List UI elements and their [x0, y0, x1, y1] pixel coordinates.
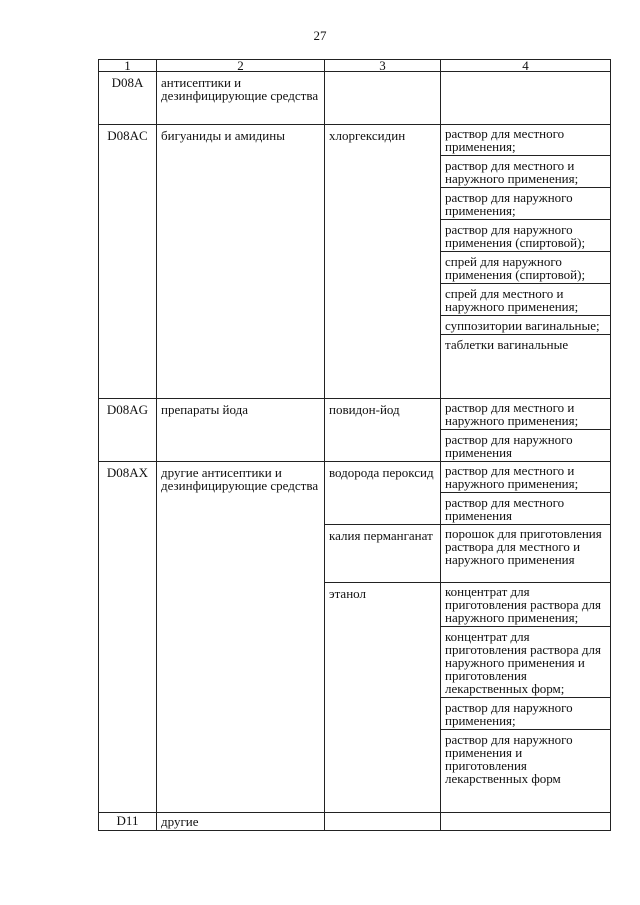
dosage-form-item: концентрат для приготовления раствора для наружного применения и приготовления лекарственных форм;	[441, 626, 610, 697]
table-row	[99, 72, 611, 125]
dosage-forms	[441, 583, 611, 813]
atc-code: D08A	[99, 72, 157, 125]
atc-group: препараты йода	[157, 399, 325, 462]
header-cell-3: 3	[325, 60, 441, 72]
substance: водорода пероксид	[325, 462, 441, 525]
dosage-form-item: спрей для местного и наружного применения;	[441, 283, 610, 315]
atc-group: бигуаниды и амидины	[157, 125, 325, 399]
dosage-form-item: таблетки вагинальные	[441, 334, 610, 353]
substance: калия перманганат	[325, 525, 441, 583]
dosage-forms	[441, 72, 611, 125]
dosage-forms	[441, 399, 611, 462]
dosage-form-item: спрей для наружного применения (спиртовой);	[441, 251, 610, 283]
header-cell-2: 2	[157, 60, 325, 72]
table-row	[99, 125, 611, 399]
dosage-form-item: раствор для наружного применения;	[441, 187, 610, 219]
dosage-forms	[441, 525, 611, 583]
dosage-form-item: порошок для приготовления раствора для местного и наружного применения	[445, 526, 602, 567]
dosage-form-item: раствор для местного применения;	[445, 126, 565, 154]
dosage-forms	[441, 462, 611, 525]
dosage-forms	[441, 125, 611, 399]
dosage-form-item: раствор для местного и наружного применения;	[441, 155, 610, 187]
table-header-row	[99, 60, 611, 72]
dosage-form-item: суппозитории вагинальные;	[441, 315, 610, 334]
substance: этанол	[325, 583, 441, 813]
atc-code: D08AG	[99, 399, 157, 462]
substance	[325, 72, 441, 125]
dosage-form-item: раствор для местного применения	[441, 492, 610, 524]
header-cell-4: 4	[441, 60, 611, 72]
table-row	[99, 813, 611, 831]
table-row	[99, 399, 611, 462]
atc-code: D08AC	[99, 125, 157, 399]
drug-table	[98, 59, 611, 831]
atc-group: антисептики и дезинфицирующие средства	[157, 72, 325, 125]
table-row	[99, 462, 611, 525]
atc-code: D08AX	[99, 462, 157, 813]
dosage-form-item: раствор для наружного применения (спиртовой);	[441, 219, 610, 251]
substance: повидон-йод	[325, 399, 441, 462]
dosage-form-item: концентрат для приготовления раствора для наружного применения;	[445, 584, 601, 625]
dosage-form-item: раствор для наружного применения	[441, 429, 610, 461]
dosage-form-item: раствор для наружного применения и приготовления лекарственных форм	[441, 729, 610, 787]
substance	[325, 813, 441, 831]
page-number: 27	[313, 28, 327, 43]
atc-group: другие антисептики и дезинфицирующие средства	[157, 462, 325, 813]
atc-group: другие	[157, 813, 325, 831]
header-cell-1: 1	[99, 60, 157, 72]
dosage-form-item: раствор для местного и наружного применения;	[445, 400, 579, 428]
dosage-form-item: раствор для наружного применения;	[441, 697, 610, 729]
substance: хлоргексидин	[325, 125, 441, 399]
dosage-forms	[441, 813, 611, 831]
dosage-form-item: раствор для местного и наружного применения;	[445, 463, 579, 491]
atc-code: D11	[99, 813, 157, 831]
